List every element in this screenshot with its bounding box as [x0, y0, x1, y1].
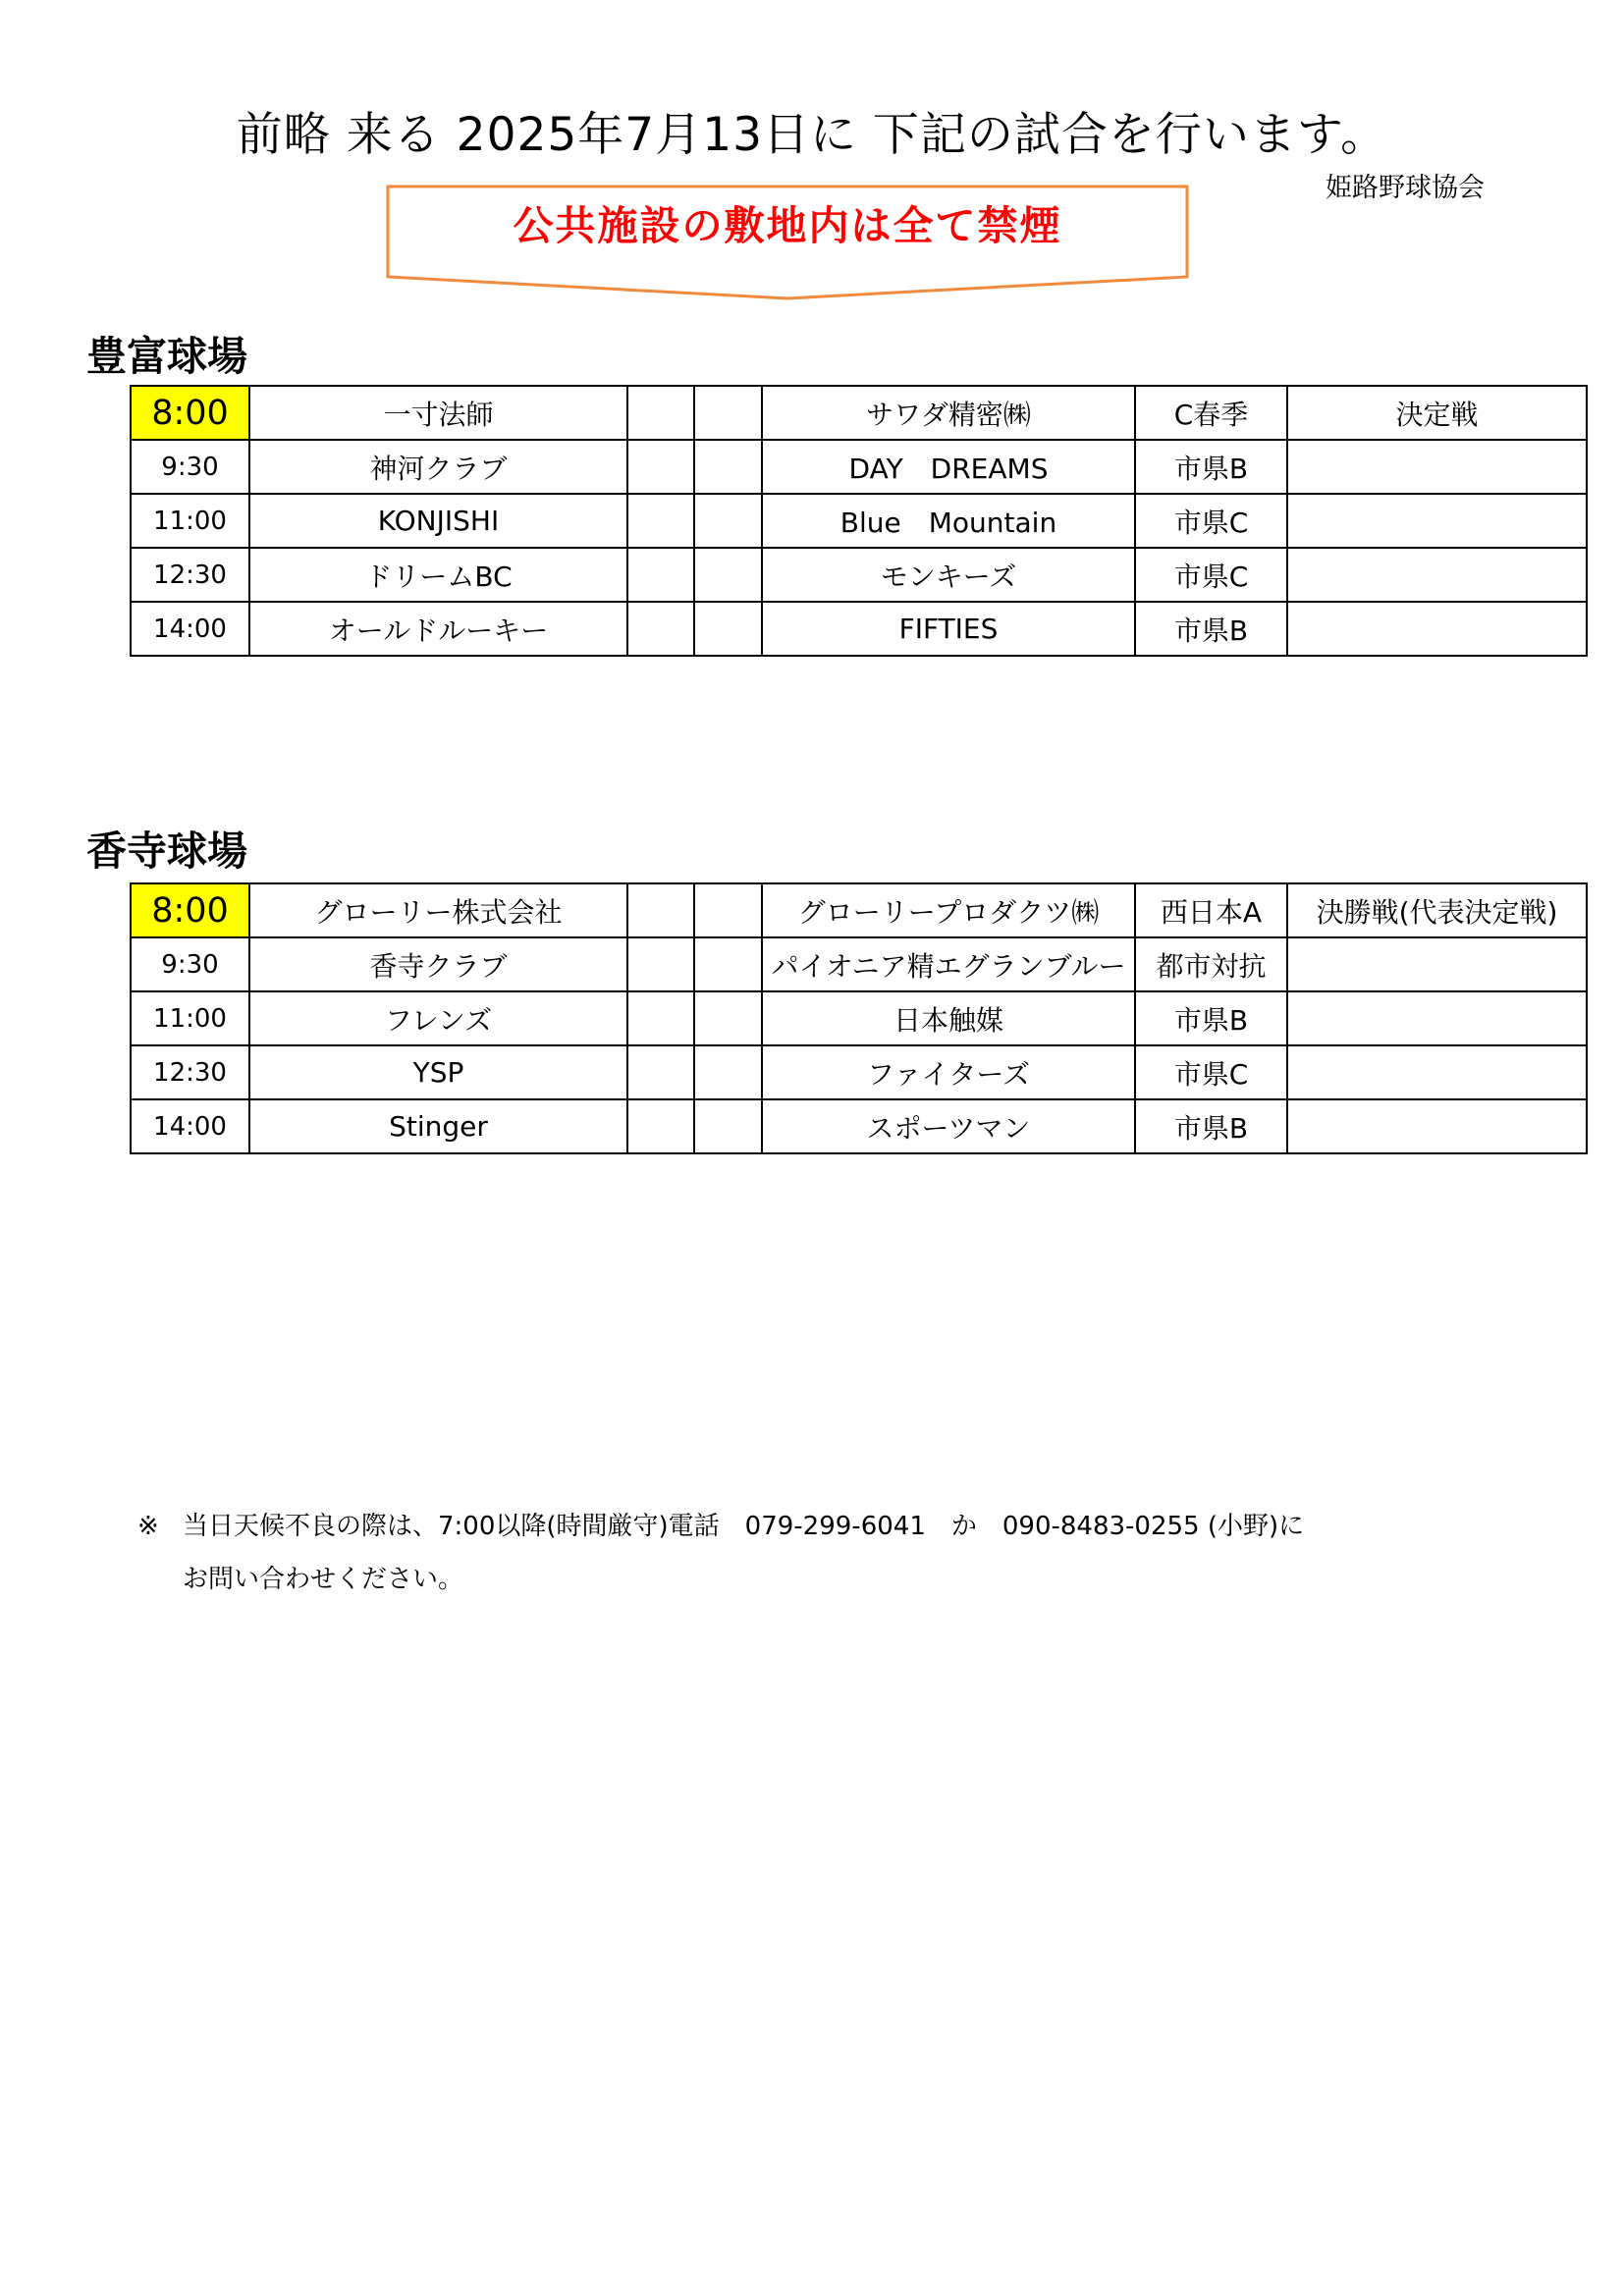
table-row	[131, 991, 1587, 1045]
table-row	[131, 602, 1587, 656]
score2-cell	[694, 991, 762, 1045]
note-cell	[1287, 991, 1587, 1045]
team1-cell: ドリームBC	[249, 548, 627, 602]
table-row	[131, 386, 1587, 440]
table-row	[131, 494, 1587, 548]
time-cell: 9:30	[131, 937, 249, 991]
table-row	[131, 440, 1587, 494]
no-smoking-banner	[386, 185, 1189, 300]
note-cell	[1287, 440, 1587, 494]
note-cell: 決勝戦(代表決定戦)	[1287, 883, 1587, 937]
score1-cell	[627, 883, 694, 937]
reference-mark: ※	[137, 1512, 159, 1541]
venue-title: 香寺球場	[86, 828, 247, 875]
score1-cell	[627, 991, 694, 1045]
time-cell: 14:00	[131, 602, 249, 656]
score2-cell	[694, 494, 762, 548]
time-cell: 11:00	[131, 991, 249, 1045]
venue-title: 豊富球場	[86, 333, 247, 380]
note-cell	[1287, 1045, 1587, 1099]
table-row	[131, 548, 1587, 602]
score2-cell	[694, 440, 762, 494]
league-cell: 市県B	[1135, 602, 1287, 656]
score1-cell	[627, 602, 694, 656]
score2-cell	[694, 937, 762, 991]
team1-cell: フレンズ	[249, 991, 627, 1045]
page-title: 前略 来る 2025年7月13日に 下記の試合を行います。	[236, 108, 1388, 162]
time-cell: 12:30	[131, 548, 249, 602]
team1-cell: グローリー株式会社	[249, 883, 627, 937]
league-cell: 都市対抗	[1135, 937, 1287, 991]
team1-cell: Stinger	[249, 1099, 627, 1153]
score1-cell	[627, 548, 694, 602]
schedule-table	[130, 882, 1588, 1154]
score1-cell	[627, 1099, 694, 1153]
score2-cell	[694, 1045, 762, 1099]
note-cell	[1287, 1099, 1587, 1153]
league-cell: 市県C	[1135, 1045, 1287, 1099]
time-cell: 14:00	[131, 1099, 249, 1153]
league-cell: 市県B	[1135, 440, 1287, 494]
team1-cell: 香寺クラブ	[249, 937, 627, 991]
team2-cell: ファイターズ	[762, 1045, 1135, 1099]
team1-cell: KONJISHI	[249, 494, 627, 548]
time-cell: 8:00	[131, 883, 249, 937]
team1-cell: 神河クラブ	[249, 440, 627, 494]
team1-cell: YSP	[249, 1045, 627, 1099]
table-row	[131, 1099, 1587, 1153]
weather-notice	[137, 1500, 1304, 1606]
team2-cell: スポーツマン	[762, 1099, 1135, 1153]
league-cell: 市県C	[1135, 494, 1287, 548]
score1-cell	[627, 494, 694, 548]
score1-cell	[627, 440, 694, 494]
league-cell: 市県C	[1135, 548, 1287, 602]
score1-cell	[627, 937, 694, 991]
score2-cell	[694, 386, 762, 440]
score2-cell	[694, 883, 762, 937]
team2-cell: DAY DREAMS	[762, 440, 1135, 494]
time-cell: 9:30	[131, 440, 249, 494]
team1-cell: 一寸法師	[249, 386, 627, 440]
note-cell: 決定戦	[1287, 386, 1587, 440]
notice-text-continued: お問い合わせください。	[183, 1565, 464, 1594]
schedule-table	[130, 385, 1588, 657]
time-cell: 8:00	[131, 386, 249, 440]
note-cell	[1287, 937, 1587, 991]
organization-name: 姫路野球協会	[1326, 173, 1485, 203]
table-row	[131, 937, 1587, 991]
time-cell: 11:00	[131, 494, 249, 548]
score2-cell	[694, 548, 762, 602]
league-cell: 市県B	[1135, 1099, 1287, 1153]
notice-line	[137, 1500, 1304, 1553]
score1-cell	[627, 386, 694, 440]
notice-text: 当日天候不良の際は、7:00以降(時間厳守)電話 079-299-6041 か 090-8483-0255 (小野)に	[183, 1512, 1305, 1541]
table-row	[131, 883, 1587, 937]
banner-text: 公共施設の敷地内は全て禁煙	[513, 202, 1062, 249]
league-cell: C春季	[1135, 386, 1287, 440]
note-cell	[1287, 494, 1587, 548]
team1-cell: オールドルーキー	[249, 602, 627, 656]
team2-cell: グローリープロダクツ㈱	[762, 883, 1135, 937]
score2-cell	[694, 602, 762, 656]
score1-cell	[627, 1045, 694, 1099]
league-cell: 市県B	[1135, 991, 1287, 1045]
team2-cell: FIFTIES	[762, 602, 1135, 656]
team2-cell: Blue Mountain	[762, 494, 1135, 548]
note-cell	[1287, 602, 1587, 656]
time-cell: 12:30	[131, 1045, 249, 1099]
team2-cell: パイオニア精エグランブルー	[762, 937, 1135, 991]
note-cell	[1287, 548, 1587, 602]
team2-cell: サワダ精密㈱	[762, 386, 1135, 440]
team2-cell: 日本触媒	[762, 991, 1135, 1045]
team2-cell: モンキーズ	[762, 548, 1135, 602]
league-cell: 西日本A	[1135, 883, 1287, 937]
table-row	[131, 1045, 1587, 1099]
score2-cell	[694, 1099, 762, 1153]
